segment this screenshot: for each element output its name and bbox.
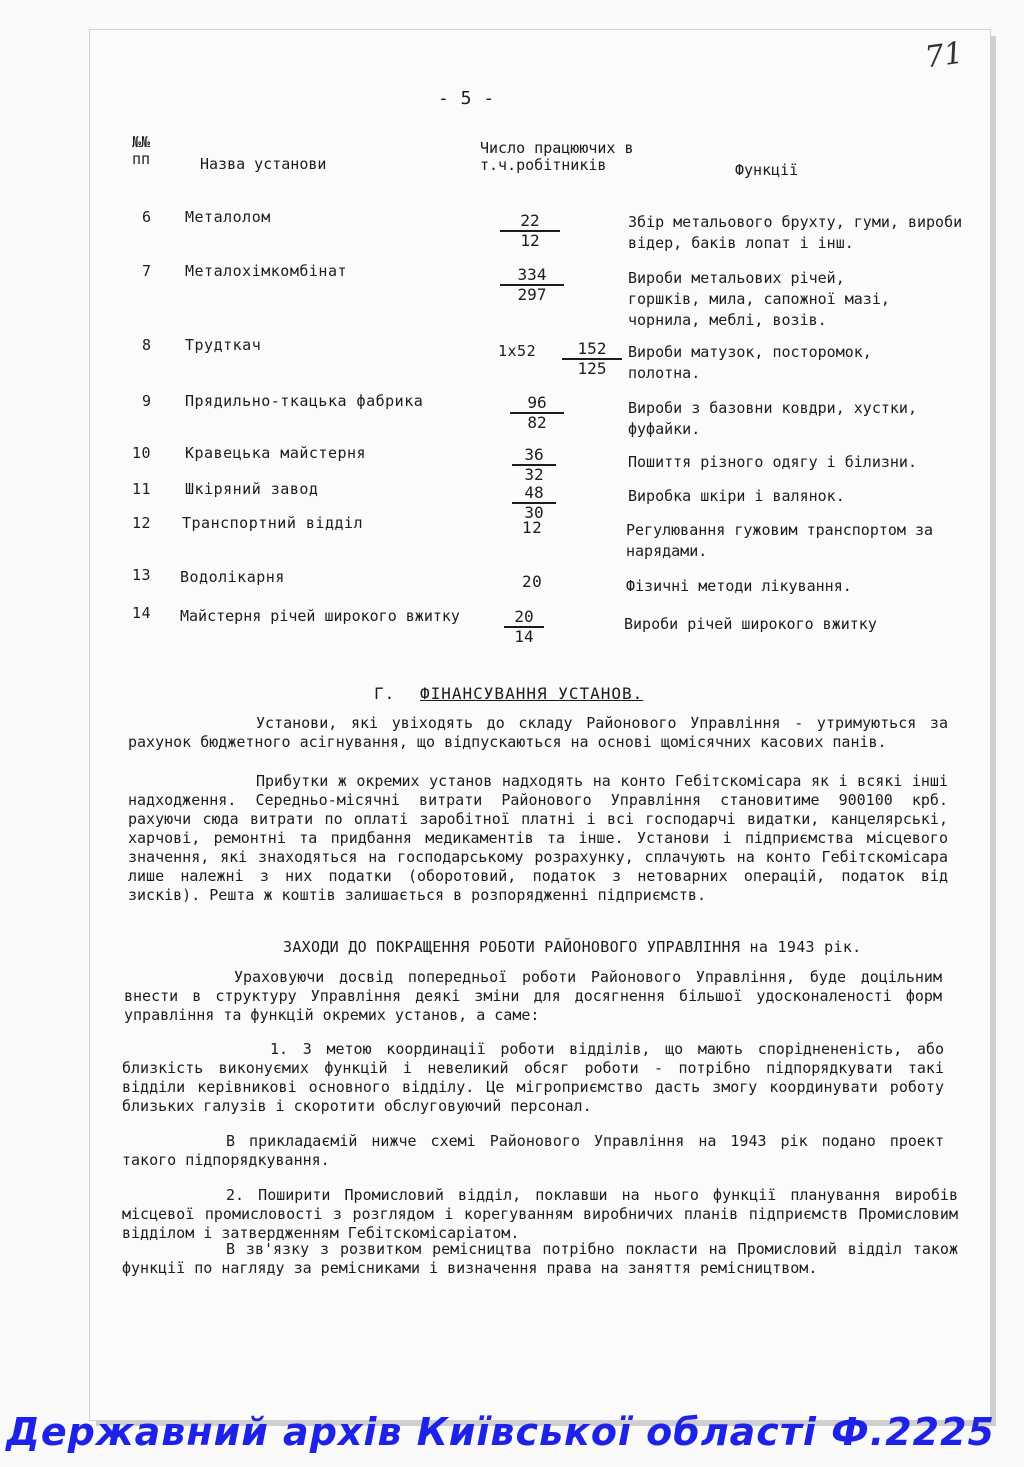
row-count-fraction	[510, 394, 564, 432]
paragraph: 1. З метою координації роботи відділів, що мають споріднененість, або близкість виконуємих функцій і невеликий обсяг роботи - потрібно підпорядкувати такі відділи керівникові основного відділу. Це мігроприємство дасть змогу координувати роботу близьких галузів і скоротити обслуговуючий персонал.	[122, 1040, 944, 1115]
count-total: 334	[500, 266, 564, 286]
count-total: 20	[504, 608, 544, 628]
row-functions: Вироби метальових річей, горшків, мила, сапожної мазі, чорнила, меблі, возів.	[628, 269, 890, 329]
measures-title: ЗАХОДИ ДО ПОКРАЩЕННЯ РОБОТИ РАЙОНОВОГО УПРАВЛІННЯ на 1943 рік.	[283, 938, 862, 956]
row-num: 8	[142, 336, 152, 354]
count-workers: 297	[517, 285, 547, 304]
count-single: 12	[522, 518, 543, 537]
row-functions: Регулювання гужовим транспортом за нарядами.	[626, 521, 934, 560]
row-num: 9	[142, 392, 152, 410]
row-count-fraction	[504, 608, 544, 646]
row-functions: Виробка шкіри і валянок.	[628, 487, 845, 505]
row-functions: Пошиття різного одягу і білизни.	[628, 453, 917, 471]
paragraph: Ураховуючи досвід попередньої роботи Районового Управління, буде доцільним внести в структуру Управління деякі зміни для досягнення більшої удосконаленості форм управління та функцій окремих установ, а саме:	[124, 968, 942, 1024]
row-name: Металолом	[185, 208, 271, 226]
row-name: Металохімкомбінат	[185, 262, 348, 280]
row-name: Трудткач	[185, 336, 262, 354]
row-functions: Вироби річей широкого вжитку	[624, 615, 877, 633]
row-name: Кравецька майстерня	[185, 444, 367, 462]
count-total: 36	[512, 446, 556, 466]
row-count-fraction	[500, 212, 560, 250]
sheet-number: 71	[922, 35, 966, 76]
row-name: Майстерня річей широкого вжитку	[180, 607, 460, 625]
count-single: 20	[522, 572, 543, 591]
row-num: 12	[132, 514, 152, 532]
section-letter: Г.	[374, 684, 396, 703]
row-name: Водолікарня	[180, 568, 285, 586]
count-total: 48	[512, 484, 556, 504]
section-title: ФІНАНСУВАННЯ УСТАНОВ.	[420, 684, 644, 703]
row-name: Прядильно-ткацька фабрика	[185, 392, 424, 410]
header-name: Назва установи	[200, 155, 327, 173]
count-total: 22	[500, 212, 560, 232]
count-workers: 125	[577, 359, 607, 378]
count-workers: 14	[514, 627, 534, 646]
count-workers: 12	[520, 231, 540, 250]
count-workers: 82	[527, 413, 547, 432]
row-num: 13	[132, 566, 152, 584]
row-name: Транспортний відділ	[182, 514, 364, 532]
count-prefix: 1х52	[498, 342, 537, 360]
row-count-fraction	[562, 340, 622, 378]
count-workers: 30	[524, 503, 544, 522]
paragraph: Прибутки ж окремих установ надходять на конто Гебітскомісара як і всякі інші надходження. Середньо-місячні витрати Районового Управління становитиме 900100 крб. рахуючи сюда витрати по оплаті заробітної платні і всі господарчі видатки, канцелярські, харчові, ремонтні та придбання медикаментів та інше. Установи і підприємства місцевого значення, які знаходяться на господарському розрахунку, сплачують на конто Гебітскомісара лише належні з них податки (оборотовий, податок з нетоварних операцій, податок від зисків). Решта ж коштів залишається в розпорядженні підприємств.	[128, 772, 948, 904]
row-num: 14	[132, 604, 152, 622]
archive-stamp: Державний архів Київської області Ф.2225	[6, 1410, 995, 1454]
row-num: 7	[142, 262, 152, 280]
count-workers: 32	[524, 465, 544, 484]
paragraph: В зв'язку з розвитком ремісництва потрібно покласти на Промисловий відділ також функції по нагляду за ремісниками і визначення права на заняття ремісництвом.	[122, 1240, 958, 1277]
count-total: 96	[510, 394, 564, 414]
row-count-fraction	[512, 484, 556, 522]
row-functions: Збір метальового брухту, гуми, вироби відер, баків лопат і інш.	[628, 213, 963, 252]
row-name: Шкіряний завод	[185, 480, 319, 498]
header-num: №№ пп	[132, 133, 151, 168]
row-functions: Вироби з базовни ковдри, хустки, фуфайки.	[628, 399, 917, 438]
paragraph: В прикладаємій нижче схемі Районового Управління на 1943 рік подано проект такого підпорядкування.	[122, 1132, 944, 1169]
row-functions: Фізичні методи лікування.	[626, 577, 852, 595]
row-num: 10	[132, 444, 152, 462]
paragraph: Установи, які увіходять до складу Районового Управління - утримуються за рахунок бюджетного асігнування, що відпускаються на основі щомісячних касових панів.	[128, 714, 948, 751]
paragraph: 2. Поширити Промисловий відділ, поклавши на нього функції планування виробів місцевої промисловості з розглядом і корегуванням виробничих планів підприємств Промисловим відділом і затвердженням Гебітскомісаріатом.	[122, 1186, 958, 1242]
row-count-fraction	[500, 266, 564, 304]
header-functions: Функції	[735, 161, 799, 179]
row-num: 11	[132, 480, 152, 498]
header-count: Число працюючих в т.ч.робітників	[480, 139, 634, 174]
row-num: 6	[142, 208, 152, 226]
row-functions: Вироби матузок, посторомок, полотна.	[628, 343, 872, 382]
row-count-fraction	[512, 446, 556, 484]
count-total: 152	[562, 340, 622, 360]
page-number: - 5 -	[438, 88, 495, 109]
